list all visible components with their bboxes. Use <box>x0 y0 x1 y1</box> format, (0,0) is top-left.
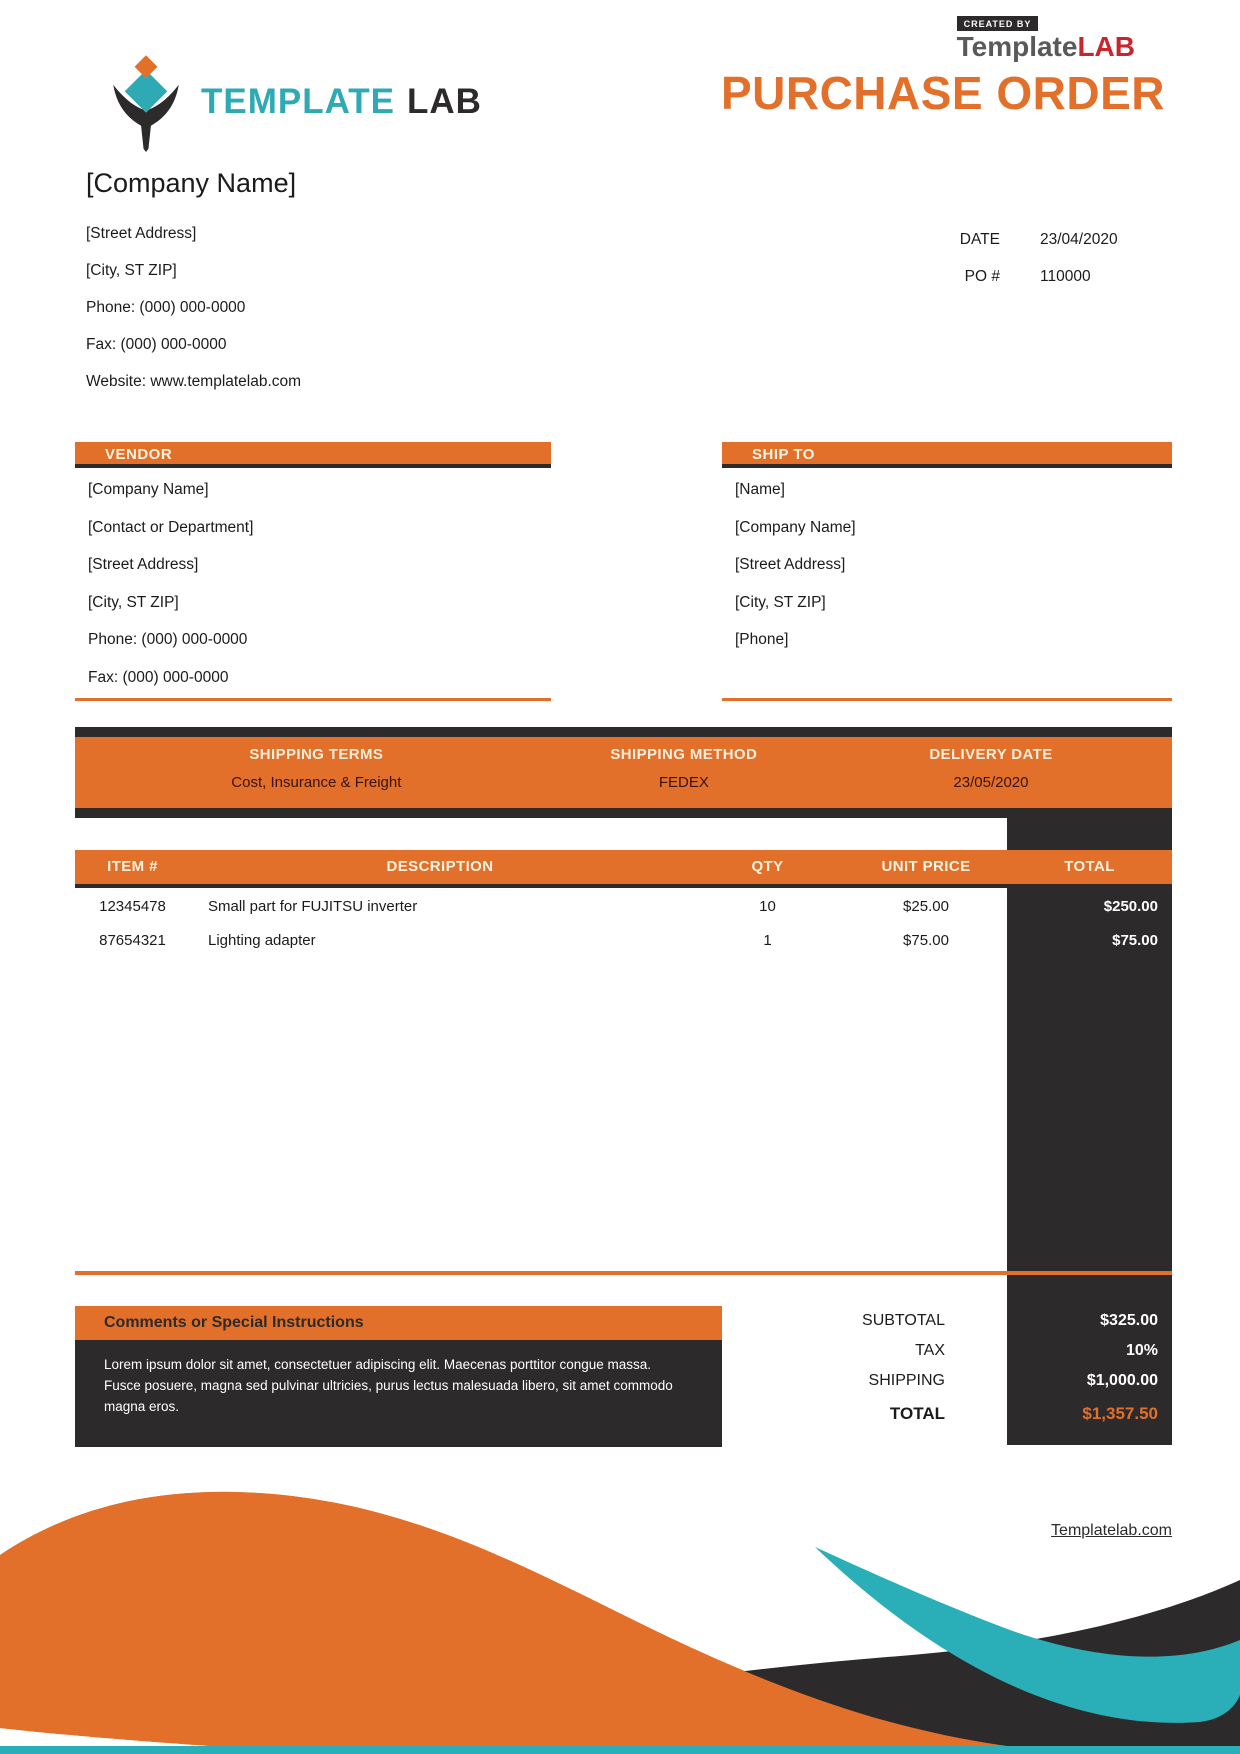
templatelab-logo-text <box>201 52 482 152</box>
vendor-phone: Phone: (000) 000-0000 <box>88 631 248 648</box>
ship-to-street: [Street Address] <box>735 556 846 573</box>
description-cell: Lighting adapter <box>208 932 316 949</box>
tax-label: TAX <box>915 1342 945 1359</box>
company-phone: Phone: (000) 000-0000 <box>86 299 246 316</box>
description-header: DESCRIPTION <box>386 858 494 875</box>
subtotal-label: SUBTOTAL <box>862 1312 945 1329</box>
vendor-section <box>75 442 551 701</box>
vendor-city: [City, ST ZIP] <box>88 593 179 611</box>
date-label: DATE <box>959 231 1000 248</box>
unit-price-cell: $75.00 <box>903 932 949 949</box>
po-number-row <box>950 268 1172 284</box>
grand-total-label: TOTAL <box>889 1404 945 1423</box>
footer-wave-decoration <box>0 1454 1240 1754</box>
totals-divider-rule <box>75 1271 1172 1275</box>
shipping-value: $1,000.00 <box>1086 1372 1158 1389</box>
unit-price-header: UNIT PRICE <box>881 858 971 875</box>
qty-cell: 10 <box>759 898 776 915</box>
vendor-contact: [Contact or Department] <box>88 518 254 536</box>
subtotal-row <box>700 1312 1158 1332</box>
band-top-edge <box>75 727 1172 737</box>
ship-to-name: [Name] <box>735 481 785 498</box>
company-name: [Company Name] <box>86 168 297 198</box>
order-meta <box>950 231 1172 305</box>
item-number-cell: 87654321 <box>99 932 166 949</box>
templatelab-logo-icon <box>105 52 187 152</box>
created-by-wordmark <box>957 32 1135 62</box>
subtotal-value: $325.00 <box>1100 1312 1158 1329</box>
shipping-terms-label: SHIPPING TERMS <box>249 746 384 763</box>
po-number-value: 110000 <box>1040 268 1091 285</box>
ship-to-section-header: SHIP TO <box>722 442 1172 468</box>
vendor-company-name: [Company Name] <box>88 481 209 498</box>
company-website: Website: www.templatelab.com <box>86 373 302 390</box>
company-city: [City, ST ZIP] <box>86 262 177 279</box>
comments-body-text: Lorem ipsum dolor sit amet, consectetuer adipiscing elit. Maecenas porttitor congue massa. Fusce posuere, magna sed pulvinar ultricies, purus lectus malesuada libero, sit amet commodo magna eros. <box>75 1340 722 1447</box>
ship-to-city: [City, ST ZIP] <box>735 593 826 611</box>
date-value: 23/04/2020 <box>1040 231 1118 248</box>
shipping-method-value: FEDEX <box>658 774 709 791</box>
band-columns <box>75 737 1172 808</box>
comments-header: Comments or Special Instructions <box>75 1306 722 1340</box>
created-by-chip: CREATED BY <box>957 16 1039 31</box>
tax-value: 10% <box>1125 1342 1158 1359</box>
total-cell: $75.00 <box>1112 932 1158 949</box>
shipping-row <box>700 1372 1158 1392</box>
delivery-date-value: 23/05/2020 <box>953 774 1029 791</box>
items-table-header <box>75 850 1172 888</box>
item-number-cell: 12345478 <box>99 898 166 915</box>
logo-text-lab: LAB <box>407 82 482 121</box>
company-block <box>86 168 301 410</box>
created-wordmark-lab: LAB <box>1077 31 1135 62</box>
date-row <box>950 231 1172 247</box>
totals-summary <box>700 1312 1158 1434</box>
shipping-info-band <box>75 727 1172 818</box>
shipping-label: SHIPPING <box>868 1372 945 1389</box>
qty-cell: 1 <box>763 932 772 949</box>
logo-text-template: TEMPLATE <box>201 82 396 121</box>
grand-total-value: $1,357.50 <box>1082 1404 1158 1423</box>
shipping-method-column <box>558 737 810 808</box>
table-row <box>75 926 1172 960</box>
tax-row <box>700 1342 1158 1362</box>
vendor-section-header: VENDOR <box>75 442 551 468</box>
grand-total-row <box>700 1404 1158 1424</box>
vendor-street: [Street Address] <box>88 556 199 573</box>
total-cell: $250.00 <box>1103 898 1158 915</box>
templatelab-logo <box>105 52 482 152</box>
po-number-label: PO # <box>964 268 1000 285</box>
unit-price-cell: $25.00 <box>903 898 949 915</box>
shipping-terms-column <box>75 737 558 808</box>
total-header: TOTAL <box>1064 858 1115 875</box>
created-wordmark-template: Template <box>956 31 1078 62</box>
created-by-badge <box>957 14 1135 62</box>
templatelab-footer-link[interactable]: Templatelab.com <box>1051 1522 1172 1539</box>
delivery-date-column <box>810 737 1172 808</box>
company-fax: Fax: (000) 000-0000 <box>86 336 227 353</box>
table-row <box>75 892 1172 926</box>
qty-header: QTY <box>751 858 784 875</box>
ship-to-section <box>722 442 1172 701</box>
item-number-header: ITEM # <box>107 858 158 875</box>
ship-to-company: [Company Name] <box>735 518 856 536</box>
items-table-body <box>75 892 1172 960</box>
ship-to-phone: [Phone] <box>735 631 789 648</box>
vendor-details <box>75 468 551 685</box>
delivery-date-label: DELIVERY DATE <box>929 746 1053 763</box>
company-street: [Street Address] <box>86 225 197 242</box>
vendor-fax: Fax: (000) 000-0000 <box>88 668 229 686</box>
comments-box <box>75 1306 722 1447</box>
ship-to-details <box>722 468 1172 647</box>
shipping-method-label: SHIPPING METHOD <box>610 746 758 763</box>
description-cell: Small part for FUJITSU inverter <box>208 898 418 915</box>
shipping-terms-value: Cost, Insurance & Freight <box>231 774 402 791</box>
page-title: PURCHASE ORDER <box>720 67 1165 119</box>
